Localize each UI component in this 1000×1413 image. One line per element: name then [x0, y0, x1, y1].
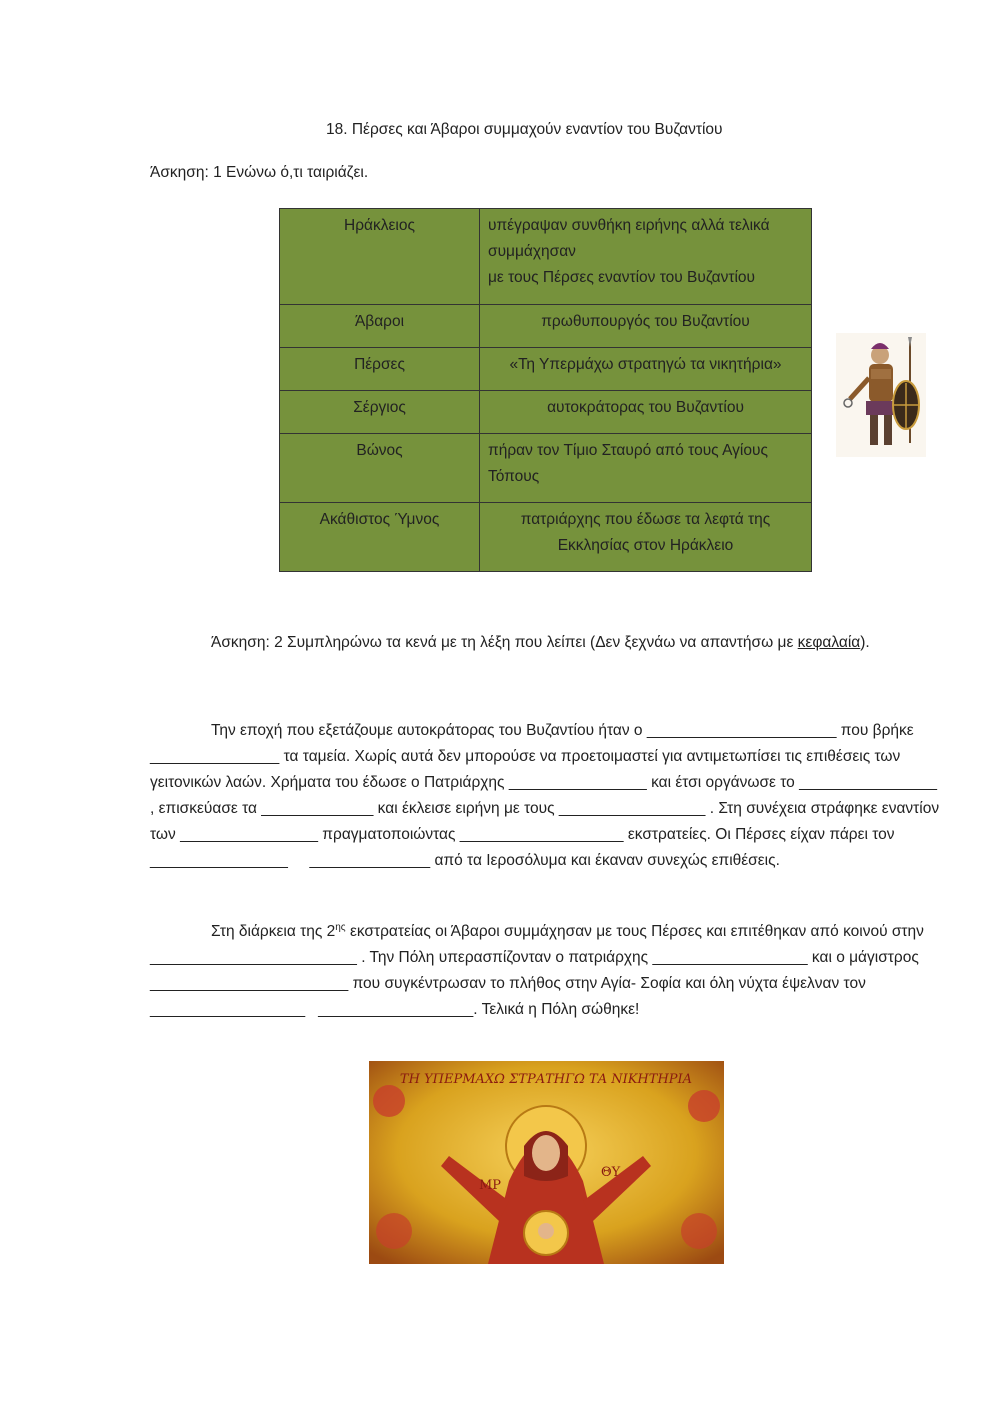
exercise-2-label-text: Άσκηση: 2 Συμπληρώνω τα κενά με τη λέξη που λείπει (Δεν ξεχνάω να απαντήσω με — [211, 634, 798, 651]
paragraph-text: και έτσι οργάνωσε το — [646, 774, 800, 791]
table-row — [280, 209, 812, 305]
table-cell-left: Άβαροι — [280, 305, 480, 348]
table-row — [280, 503, 812, 572]
answer-blank[interactable]: ________________ — [508, 774, 647, 791]
table-row — [280, 391, 812, 434]
paragraph-text: , επισκεύασε τα — [150, 800, 262, 817]
virgin-mary-icon-image — [369, 1061, 724, 1264]
table-cell-right: πατριάρχης που έδωσε τα λεφτά της Εκκλησίας στον Ηράκλειο — [480, 503, 812, 572]
paragraph-text: εκστρατείες. Οι Πέρσες είχαν πάρει τον — [623, 826, 895, 843]
answer-blank[interactable]: _______________________ — [150, 975, 349, 993]
answer-blank[interactable]: ______________________ — [646, 722, 837, 739]
cell-line: υπέγραψαν συνθήκη ειρήνης αλλά τελικά συμμάχησαν — [488, 217, 770, 260]
superscript: ης — [335, 922, 346, 933]
page-title: 18. Πέρσες και Άβαροι συμμαχούν εναντίον του Βυζαντίου — [326, 121, 723, 138]
table-row — [280, 305, 812, 348]
answer-blank[interactable]: ________________ — [150, 852, 288, 869]
icon-mp-text: ΜΡ — [479, 1178, 502, 1193]
table-cell-right: αυτοκράτορας του Βυζαντίου — [480, 391, 812, 434]
paragraph-text: . Τελικά η Πόλη σώθηκε! — [473, 1001, 640, 1019]
paragraph-text — [305, 1001, 318, 1018]
answer-blank[interactable]: __________________ — [150, 1001, 306, 1019]
table-cell-left: Ηράκλειος — [280, 209, 480, 305]
icon-theta-text: ΘΥ — [601, 1165, 621, 1180]
paragraph-text: . Στη συνέχεια στράφηκε εναντίον των — [150, 800, 940, 843]
cell-line: με τους Πέρσες εναντίον του Βυζαντίου — [488, 269, 756, 286]
exercise-2-label — [211, 634, 870, 652]
table-cell-right: «Τη Υπερμάχω στρατηγώ τα νικητήρια» — [480, 348, 812, 391]
paragraph-text — [288, 852, 310, 869]
table-cell-left: Ακάθιστος Ύμνος — [280, 503, 480, 572]
byzantine-warrior-image — [836, 333, 926, 457]
paragraph-text: τα ταμεία. Χωρίς αυτά δεν μπορούσε να προετοιμαστεί για αντιμετωπίσει τις επιθέσεις των γειτονικών λαών. Χρήματα του έδωσε ο Πατριάρχης — [150, 748, 901, 791]
answer-blank[interactable]: _______________ — [150, 748, 280, 765]
table-cell-right: πήραν τον Τίμιο Σταυρό από τους Αγίους Τόπους — [480, 434, 812, 503]
table-cell-left: Σέργιος — [280, 391, 480, 434]
paragraph-text: που συγκέντρωσαν το πλήθος στην Αγία- Σοφία και όλη νύχτα έψελναν τον — [348, 975, 866, 993]
table-row — [280, 434, 812, 503]
matching-table — [279, 208, 812, 572]
answer-blank[interactable]: __________________ — [652, 949, 808, 967]
paragraph-text: και έκλεισε ειρήνη με τους — [373, 800, 559, 817]
paragraph-text: και ο μάγιστρος — [807, 949, 919, 967]
paragraph-text: Στη διάρκεια της 2 — [211, 923, 336, 941]
answer-blank[interactable]: ________________________ — [150, 949, 357, 967]
exercise-1-label: Άσκηση: 1 Ενώνω ό,τι ταιριάζει. — [150, 164, 369, 181]
answer-blank[interactable]: ________________ — [799, 774, 938, 791]
answer-blank[interactable]: ______________ — [309, 852, 431, 869]
fill-in-paragraph-2 — [150, 915, 940, 1023]
answer-blank[interactable]: ________________ — [180, 826, 318, 843]
paragraph-text: εκστρατείας οι Άβαροι συμμάχησαν με τους Πέρσες και επιτέθηκαν από κοινού στην — [345, 923, 924, 941]
icon-banner-text: ΤΗ ΥΠΕΡΜΑΧΩ ΣΤΡΑΤΗΓΩ ΤΑ ΝΙΚΗΤΗΡΙΑ — [399, 1072, 693, 1087]
fill-in-paragraph-1 — [150, 718, 940, 874]
paragraph-text: Την εποχή που εξετάζουμε αυτοκράτορας του Βυζαντίου ήταν ο — [211, 722, 647, 739]
answer-blank[interactable]: __________________ — [318, 1001, 474, 1019]
table-cell-left: Πέρσες — [280, 348, 480, 391]
table-cell-right: πρωθυπουργός του Βυζαντίου — [480, 305, 812, 348]
answer-blank[interactable]: _________________ — [558, 800, 706, 817]
table-cell-left: Βώνος — [280, 434, 480, 503]
exercise-2-underlined-word: κεφαλαία — [797, 634, 861, 651]
table-row — [280, 348, 812, 391]
paragraph-text: από τα Ιεροσόλυμα και έκαναν συνεχώς επιθέσεις. — [430, 852, 780, 869]
paragraph-text: που βρήκε — [836, 722, 914, 739]
exercise-2-label-end: ). — [860, 634, 870, 651]
paragraph-text: πραγματοποιώντας — [318, 826, 460, 843]
paragraph-text: . Την Πόλη υπερασπίζονταν ο πατριάρχης — [356, 949, 653, 967]
answer-blank[interactable]: ___________________ — [459, 826, 624, 843]
answer-blank[interactable]: _____________ — [261, 800, 374, 817]
table-cell-right — [480, 209, 812, 305]
